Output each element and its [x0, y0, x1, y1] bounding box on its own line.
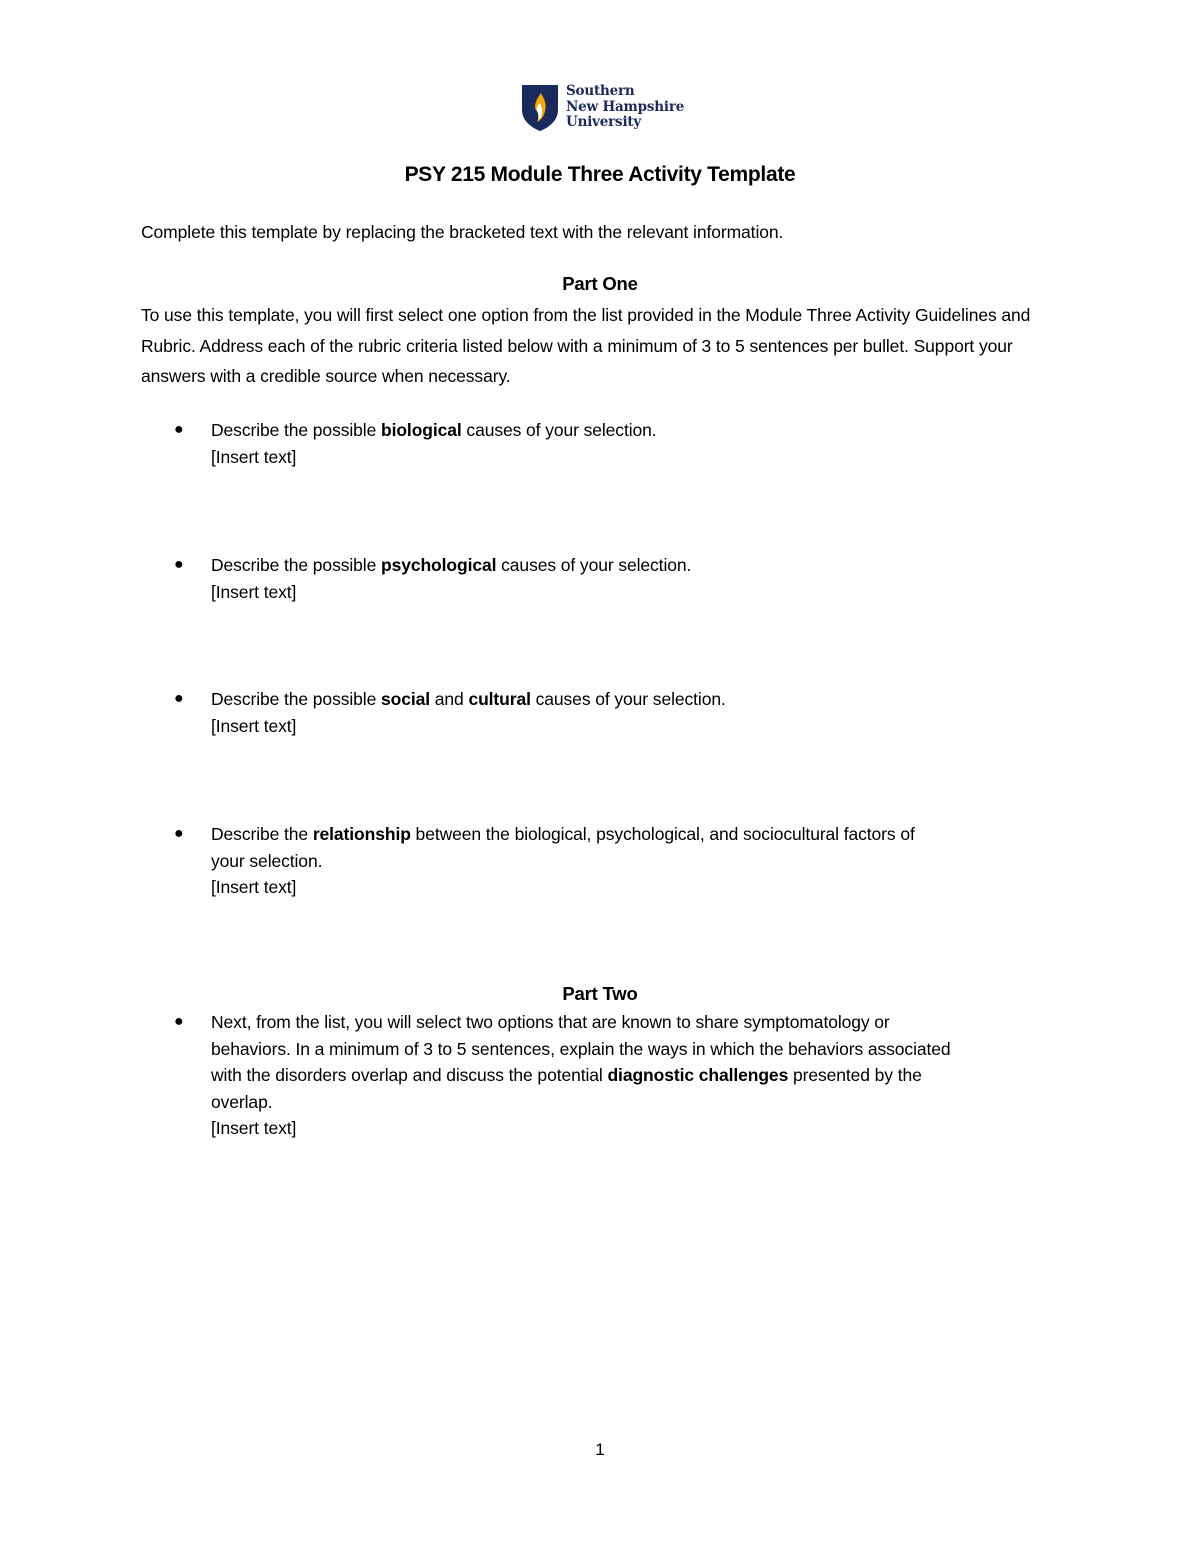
document-title: PSY 215 Module Three Activity Template: [404, 163, 796, 186]
insert-text-placeholder[interactable]: [Insert text]: [211, 581, 297, 602]
insert-text-placeholder[interactable]: [Insert text]: [211, 446, 297, 467]
bullet-bold-term: relationship: [312, 824, 411, 844]
bullet-icon: ●: [174, 421, 184, 438]
university-logo: [520, 84, 684, 132]
logo-line-1: Southern: [566, 83, 635, 99]
bullet-text: behaviors. In a minimum of 3 to 5 sentences, explain the ways in which the behaviors associated: [211, 1038, 951, 1059]
logo-line-2: New Hampshire: [566, 98, 685, 115]
bullet-text: with the disorders overlap and discuss the potential: [211, 1065, 608, 1085]
bullet-bold-term: psychological: [380, 555, 497, 575]
bullet-bold-term: cultural: [468, 689, 531, 709]
page-number: 1: [595, 1440, 605, 1459]
bullet-text: causes of your selection.: [530, 689, 726, 709]
insert-text-placeholder[interactable]: [Insert text]: [211, 877, 297, 897]
part-one-instructions: To use this template, you will first select one option from the list provided in the Module Three Activity Guidelines and Rubric. Address each of the rubric criteria listed below with a minimum of 3 to 5 sentences per bullet. Support your answers with a credible source when necessary.: [141, 305, 1031, 386]
bullet-text: your selection.: [211, 850, 323, 871]
logo-wordmark: [566, 84, 684, 131]
bullet-text: and: [430, 689, 469, 709]
bullet-text: Describe the possible: [211, 420, 381, 440]
bullet-text: Describe the possible: [211, 555, 381, 575]
bullet-text: overlap.: [211, 1091, 273, 1112]
bullet-text: presented by the: [788, 1065, 922, 1085]
bullet-text: Next, from the list, you will select two options that are known to share symptomatology or: [211, 1012, 890, 1032]
bullet-bold-term: social: [380, 689, 430, 709]
bullet-text: Describe the: [211, 824, 313, 844]
part-one-heading: Part One: [562, 273, 638, 294]
insert-text-placeholder[interactable]: [Insert text]: [211, 1118, 297, 1138]
shield-flame-icon: [520, 84, 560, 132]
bullet-text: between the biological, psychological, and sociocultural factors of: [410, 824, 915, 844]
part-two-heading: Part Two: [562, 983, 638, 1004]
logo-line-3: University: [566, 114, 642, 130]
intro-paragraph: Complete this template by replacing the bracketed text with the relevant information.: [141, 222, 784, 242]
bullet-text: causes of your selection.: [496, 555, 692, 575]
bullet-text: causes of your selection.: [461, 420, 657, 440]
bullet-icon: ●: [174, 825, 184, 842]
bullet-icon: ●: [174, 556, 184, 573]
bullet-bold-term: biological: [380, 420, 462, 440]
bullet-icon: ●: [174, 690, 184, 707]
bullet-text: Describe the possible: [211, 689, 381, 709]
bullet-bold-term: diagnostic challenges: [607, 1065, 789, 1085]
insert-text-placeholder[interactable]: [Insert text]: [211, 715, 297, 736]
bullet-icon: ●: [174, 1013, 184, 1030]
